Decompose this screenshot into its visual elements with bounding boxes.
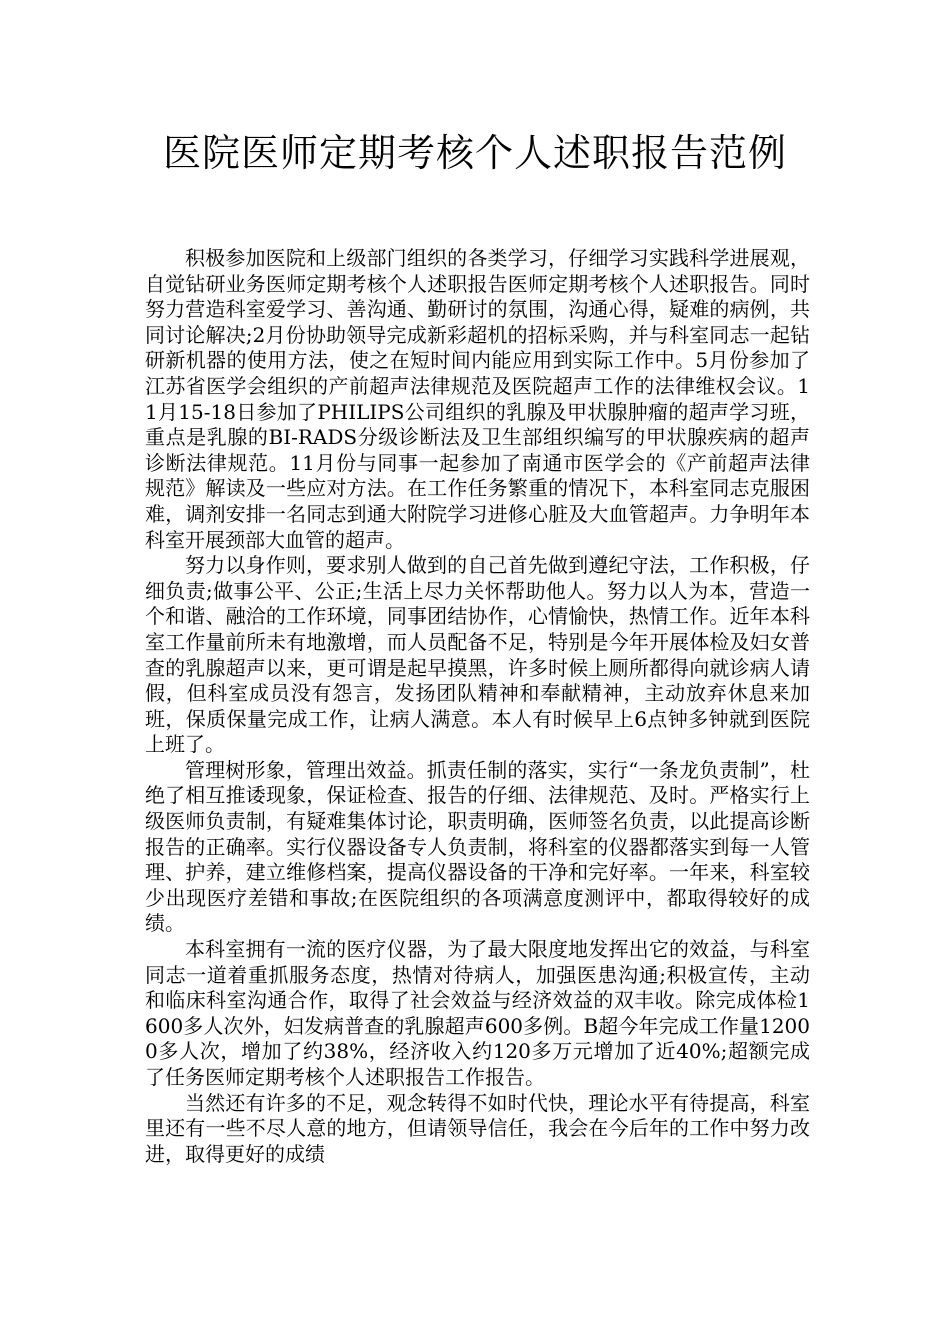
paragraph-1: 积极参加医院和上级部门组织的各类学习，仔细学习实践科学进展观，自觉钻研业务医师定期考核个人述职报告医师定期考核个人述职报告。同时努力营造科室爱学习、善沟通、勤研讨的氛围，沟通心得，疑难的病例，共同讨论解决;2月份协助领导完成新彩超机的招标采购，并与科室同志一起钻研新机器的使用方法，使之在短时间内能应用到实际工作中。5月份参加了江苏省医学会组织的产前超声法律规范及医院超声工作的法律维权会议。11月15-18日参加了PHILIPS公司组织的乳腺及甲状腺肿瘤的超声学习班，重点是乳腺的BI-RADS分级诊断法及卫生部组织编写的甲状腺疾病的超声诊断法律规范。11月份与同事一起参加了南通市医学会的《产前超声法律规范》解读及一些应对方法。在工作任务繁重的情况下，本科室同志克服困难，调剂安排一名同志到通大附院学习进修心脏及大血管超声。力争明年本科室开展颈部大血管的超声。	[145, 246, 810, 552]
paragraph-2: 努力以身作则，要求别人做到的自己首先做到遵纪守法，工作积极，仔细负责;做事公平、公正;生活上尽力关怀帮助他人。努力以人为本，营造一个和谐、融洽的工作环境，同事团结协作，心情愉快，热情工作。近年本科室工作量前所未有地激增，而人员配备不足，特别是今年开展体检及妇女普查的乳腺超声以来，更可谓是起早摸黑，许多时候上厕所都得向就诊病人请假，但科室成员没有怨言，发扬团队精神和奉献精神，主动放弃休息来加班，保质保量完成工作，让病人满意。本人有时候早上6点钟多钟就到医院上班了。	[145, 553, 810, 757]
page-title: 医院医师定期考核个人述职报告范例	[162, 131, 787, 175]
paragraph-5: 当然还有许多的不足，观念转得不如时代快，理论水平有待提高，科室里还有一些不尽人意的地方，但请领导信任，我会在今后年的工作中努力改进，取得更好的成绩	[145, 1090, 810, 1166]
document-body	[145, 246, 810, 1167]
paragraph-4: 本科室拥有一流的医疗仪器，为了最大限度地发挥出它的效益，与科室同志一道着重抓服务态度，热情对待病人，加强医患沟通;积极宣传，主动和临床科室沟通合作，取得了社会效益与经济效益的双丰收。除完成体检1600多人次外，妇发病普查的乳腺超声600多例。B超今年完成工作量12000多人次，增加了约38%，经济收入约120多万元增加了近40%;超额完成了任务医师定期考核个人述职报告工作报告。	[145, 937, 810, 1089]
paragraph-3: 管理树形象，管理出效益。抓责任制的落实，实行“一条龙负责制”，杜绝了相互推诿现象，保证检查、报告的仔细、法律规范、及时。严格实行上级医师负责制，有疑难集体讨论，职责明确，医师签名负责，以此提高诊断报告的正确率。实行仪器设备专人负责制，将科室的仪器都落实到每一人管理、护养，建立维修档案，提高仪器设备的干净和完好率。一年来，科室较少出现医疗差错和事故;在医院组织的各项满意度测评中，都取得较好的成绩。	[145, 757, 810, 936]
